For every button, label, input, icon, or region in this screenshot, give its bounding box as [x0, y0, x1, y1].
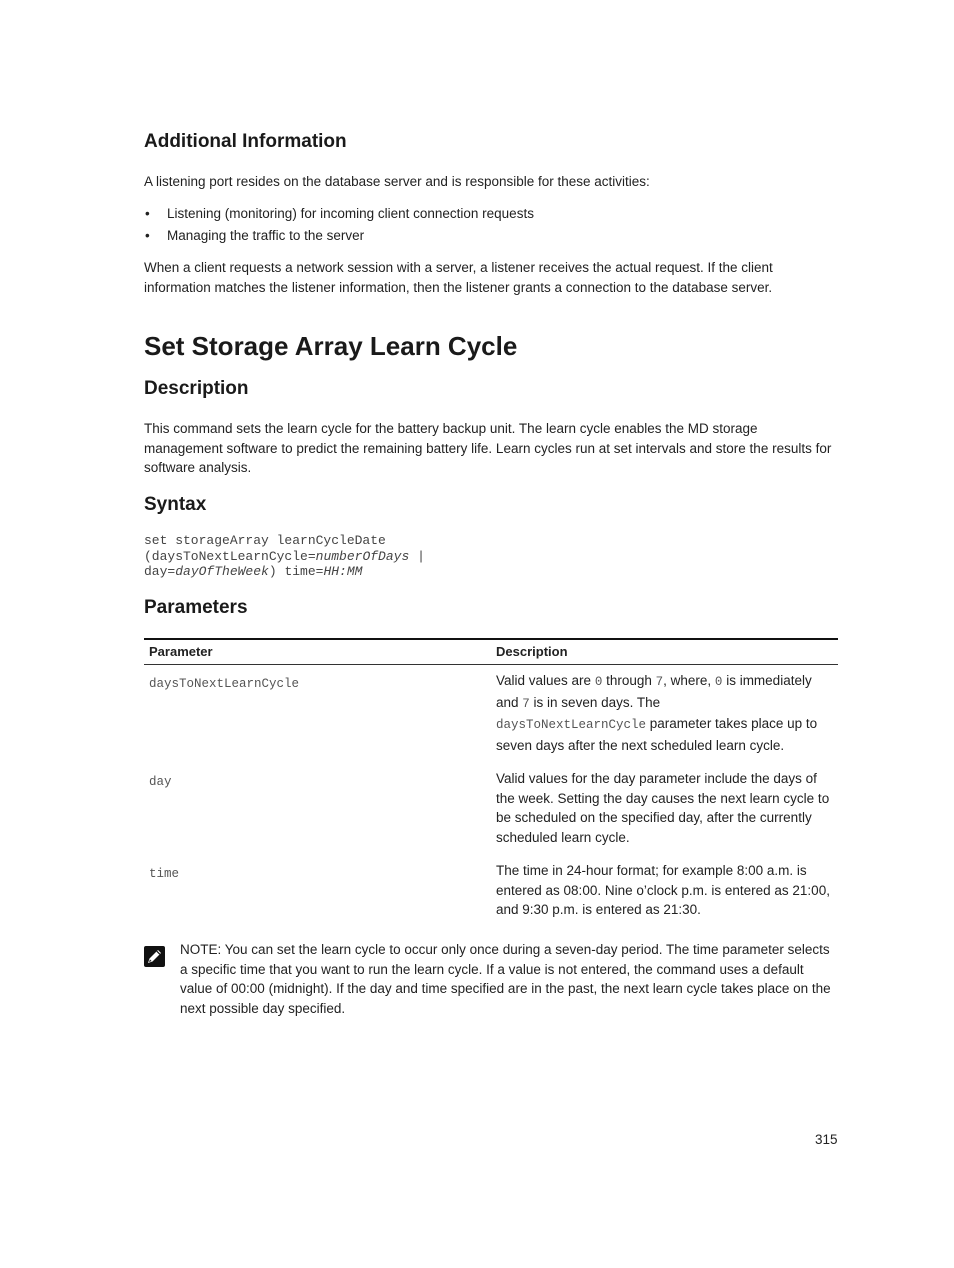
list-item-text: Listening (monitoring) for incoming client connection requests — [167, 206, 534, 221]
description-cell: Valid values are 0 through 7, where, 0 is immediately and 7 is in seven days. The daysToNextLearnCycle parameter takes place up to seven days after the next scheduled learn cycle. — [496, 673, 818, 753]
syntax-line-1: set storageArray learnCycleDate — [144, 533, 386, 548]
param-name: daysToNextLearnCycle — [149, 677, 300, 691]
syntax-line-2: (daysToNextLearnCycle=numberOfDays | — [144, 548, 425, 564]
param-name: day — [149, 775, 172, 789]
param-cell — [144, 855, 491, 928]
description-text: This command sets the learn cycle for the battery backup unit. The learn cycle enables the MD storage management software to predict the remaining battery life. Learn cycles run at set intervals and store the results for software analysis. — [144, 421, 832, 475]
table-row — [144, 763, 838, 855]
table-row — [144, 665, 838, 764]
bullet-dot: • — [145, 228, 150, 243]
additional-info-intro: A listening port resides on the database server and is responsible for these activities: — [144, 174, 650, 189]
param-cell — [144, 763, 491, 855]
syntax-heading: Syntax — [144, 494, 207, 515]
bullet-dot: • — [145, 206, 150, 221]
note-text: NOTE: You can set the learn cycle to occur only once during a seven-day period. The time parameter selects a specific time that you want to run the learn cycle. If a value is not entered, the command uses a default value of 00:00 (midnight). If the day and time specified are in the past, the next learn cycle takes place on the next possible day specified. — [180, 942, 831, 1016]
syntax-line-3: day=dayOfTheWeek) time=HH:MM — [144, 564, 363, 579]
syntax-code — [144, 533, 425, 580]
description-cell: Valid values for the day parameter include the days of the week. Setting the day causes the next learn cycle to be scheduled on the specified day, after the currently scheduled learn cycle. — [496, 771, 830, 845]
param-name: time — [149, 867, 180, 881]
note-pencil-icon — [144, 946, 165, 967]
parameters-heading: Parameters — [144, 597, 248, 618]
note-label: NOTE: — [180, 942, 222, 957]
list-item-text: Managing the traffic to the server — [167, 228, 365, 243]
param-cell — [144, 665, 491, 764]
description-heading: Description — [144, 378, 249, 399]
table-row — [144, 855, 838, 928]
additional-info-paragraph: When a client requests a network session with a server, a listener receives the actual request. If the client information matches the listener information, then the listener grants a connection to the database server. — [144, 260, 773, 295]
column-header-description: Description — [491, 639, 838, 665]
table-header-row — [144, 639, 838, 665]
description-cell: The time in 24-hour format; for example 8:00 a.m. is entered as 08:00. Nine o’clock p.m. is entered as 21:00, and 9:30 p.m. is entered as 21:30. — [496, 863, 830, 917]
page-title: Set Storage Array Learn Cycle — [144, 331, 518, 361]
page-number: 315 — [815, 1132, 838, 1147]
additional-info-heading: Additional Information — [144, 131, 347, 152]
parameters-table — [144, 638, 838, 928]
column-header-parameter: Parameter — [144, 639, 491, 665]
